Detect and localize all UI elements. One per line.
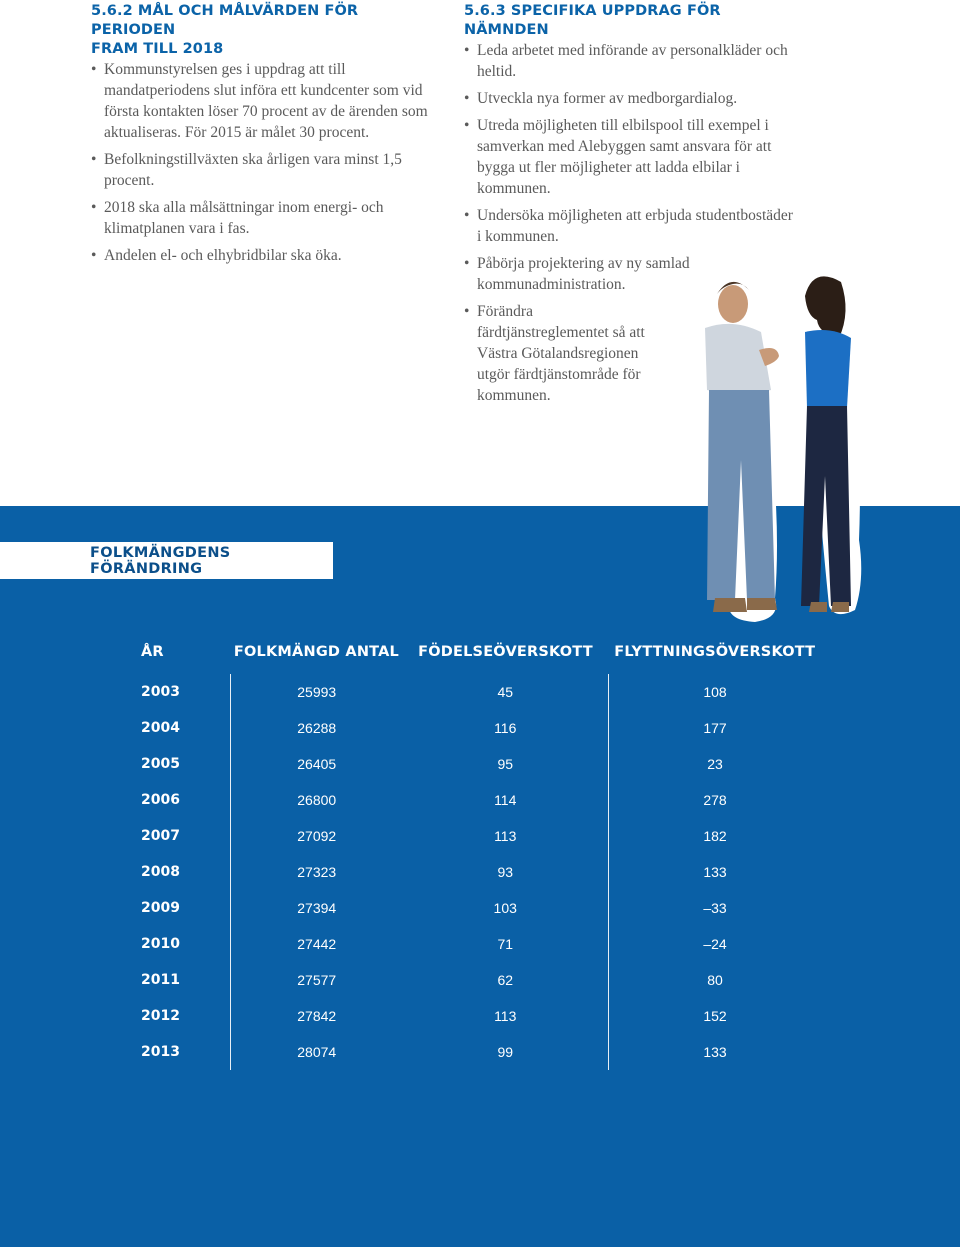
table-row (141, 998, 821, 1034)
goals-list (91, 59, 431, 266)
cell-migration-surplus: 23 (609, 746, 821, 782)
table-row (141, 962, 821, 998)
cell-migration-surplus: 133 (609, 854, 821, 890)
tasks-item: • Utreda möjligheten till elbilspool till exempel i samverkan med Alebyggen samt ansvara för att bygga ut fler möjligheter att ladda elbilar i kommunen. (464, 115, 794, 199)
goals-section (91, 0, 431, 272)
cell-year: 2008 (141, 864, 180, 880)
cell-birth-surplus: 71 (497, 936, 514, 952)
cell-migration-surplus: –33 (609, 890, 821, 926)
cell-population: 28074 (231, 1034, 403, 1070)
tasks-item: • Utveckla nya former av medborgardialog. (464, 88, 794, 109)
cell-population: 25993 (231, 674, 403, 710)
cell-birth-surplus: 114 (494, 792, 517, 808)
cell-birth-surplus: 99 (497, 1044, 514, 1060)
goals-heading-line2: FRAM TILL 2018 (91, 41, 224, 57)
cell-migration-surplus: 152 (609, 998, 821, 1034)
cell-population: 26288 (231, 710, 403, 746)
cell-population: 26405 (231, 746, 403, 782)
goals-item: • Befolkningstillväxten ska årligen vara minst 1,5 procent. (91, 149, 431, 191)
cell-population: 27842 (231, 998, 403, 1034)
table-row (141, 782, 821, 818)
cell-year: 2004 (141, 720, 180, 736)
table-row (141, 926, 821, 962)
table-title: FOLKMÄNGDENS FÖRÄNDRING (90, 544, 231, 577)
table-row (141, 746, 821, 782)
cell-year: 2013 (141, 1044, 180, 1060)
table-row (141, 854, 821, 890)
cell-year: 2009 (141, 900, 180, 916)
cell-population: 27092 (231, 818, 403, 854)
header-year: ÅR (141, 644, 164, 660)
tasks-item: • Påbörja projektering av ny samlad kommunadministration. (464, 253, 794, 295)
cell-birth-surplus: 113 (494, 1008, 517, 1024)
goals-heading-line1: 5.6.2 MÅL OCH MÅLVÄRDEN FÖR PERIODEN (91, 3, 359, 38)
cell-birth-surplus: 95 (497, 756, 514, 772)
table-title-box (0, 542, 333, 579)
cell-year: 2005 (141, 756, 180, 772)
cell-population: 27577 (231, 962, 403, 998)
cell-year: 2012 (141, 1008, 180, 1024)
table-row (141, 890, 821, 926)
table-row (141, 674, 821, 710)
cell-year: 2007 (141, 828, 180, 844)
cell-birth-surplus: 116 (494, 720, 517, 736)
cell-migration-surplus: –24 (609, 926, 821, 962)
cell-migration-surplus: 177 (609, 710, 821, 746)
table-row (141, 818, 821, 854)
cell-year: 2011 (141, 972, 180, 988)
header-migration-surplus: FLYTTNINGSÖVERSKOTT (614, 644, 816, 660)
header-population: FOLKMÄNGD ANTAL (233, 644, 399, 660)
cell-migration-surplus: 133 (609, 1034, 821, 1070)
cell-birth-surplus: 45 (497, 684, 514, 700)
table-body (141, 674, 821, 1070)
cell-year: 2003 (141, 684, 180, 700)
cell-birth-surplus: 93 (497, 864, 514, 880)
cell-population: 27323 (231, 854, 403, 890)
table-row (141, 710, 821, 746)
tasks-item: • Leda arbetet med införande av personalkläder och heltid. (464, 40, 794, 82)
cell-year: 2010 (141, 936, 180, 952)
cell-birth-surplus: 113 (494, 828, 517, 844)
goals-heading (91, 2, 431, 59)
goals-item: • Andelen el- och elhybridbilar ska öka. (91, 245, 431, 266)
cell-population: 27442 (231, 926, 403, 962)
tasks-item: • Undersöka möjligheten att erbjuda studentbostäder i kommunen. (464, 205, 794, 247)
cell-migration-surplus: 182 (609, 818, 821, 854)
goals-item: • 2018 ska alla målsättningar inom energi- och klimatplanen vara i fas. (91, 197, 431, 239)
cell-migration-surplus: 80 (609, 962, 821, 998)
cell-population: 26800 (231, 782, 403, 818)
goals-item: • Kommunstyrelsen ges i uppdrag att till mandatperiodens slut införa ett kundcenter som vid första kontakten löser 70 procent av de ärenden som aktualiseras. För 2015 är målet 30 procent. (91, 59, 431, 143)
cell-birth-surplus: 62 (497, 972, 514, 988)
table-row (141, 1034, 821, 1070)
header-birth-surplus: FÖDELSEÖVERSKOTT (418, 644, 593, 660)
cell-population: 27394 (231, 890, 403, 926)
cell-migration-surplus: 278 (609, 782, 821, 818)
people-illustration (655, 262, 875, 627)
tasks-heading: 5.6.3 SPECIFIKA UPPDRAG FÖR NÄMNDEN (464, 3, 721, 38)
tasks-item: • Förändra färdtjänstreglementet så att Västra Götalandsregionen utgör färdtjänstområde för kommunen. (464, 301, 657, 406)
cell-year: 2006 (141, 792, 180, 808)
table-header-row (141, 640, 821, 674)
cell-migration-surplus: 108 (609, 674, 821, 710)
population-table (141, 640, 821, 1070)
cell-birth-surplus: 103 (493, 900, 517, 916)
